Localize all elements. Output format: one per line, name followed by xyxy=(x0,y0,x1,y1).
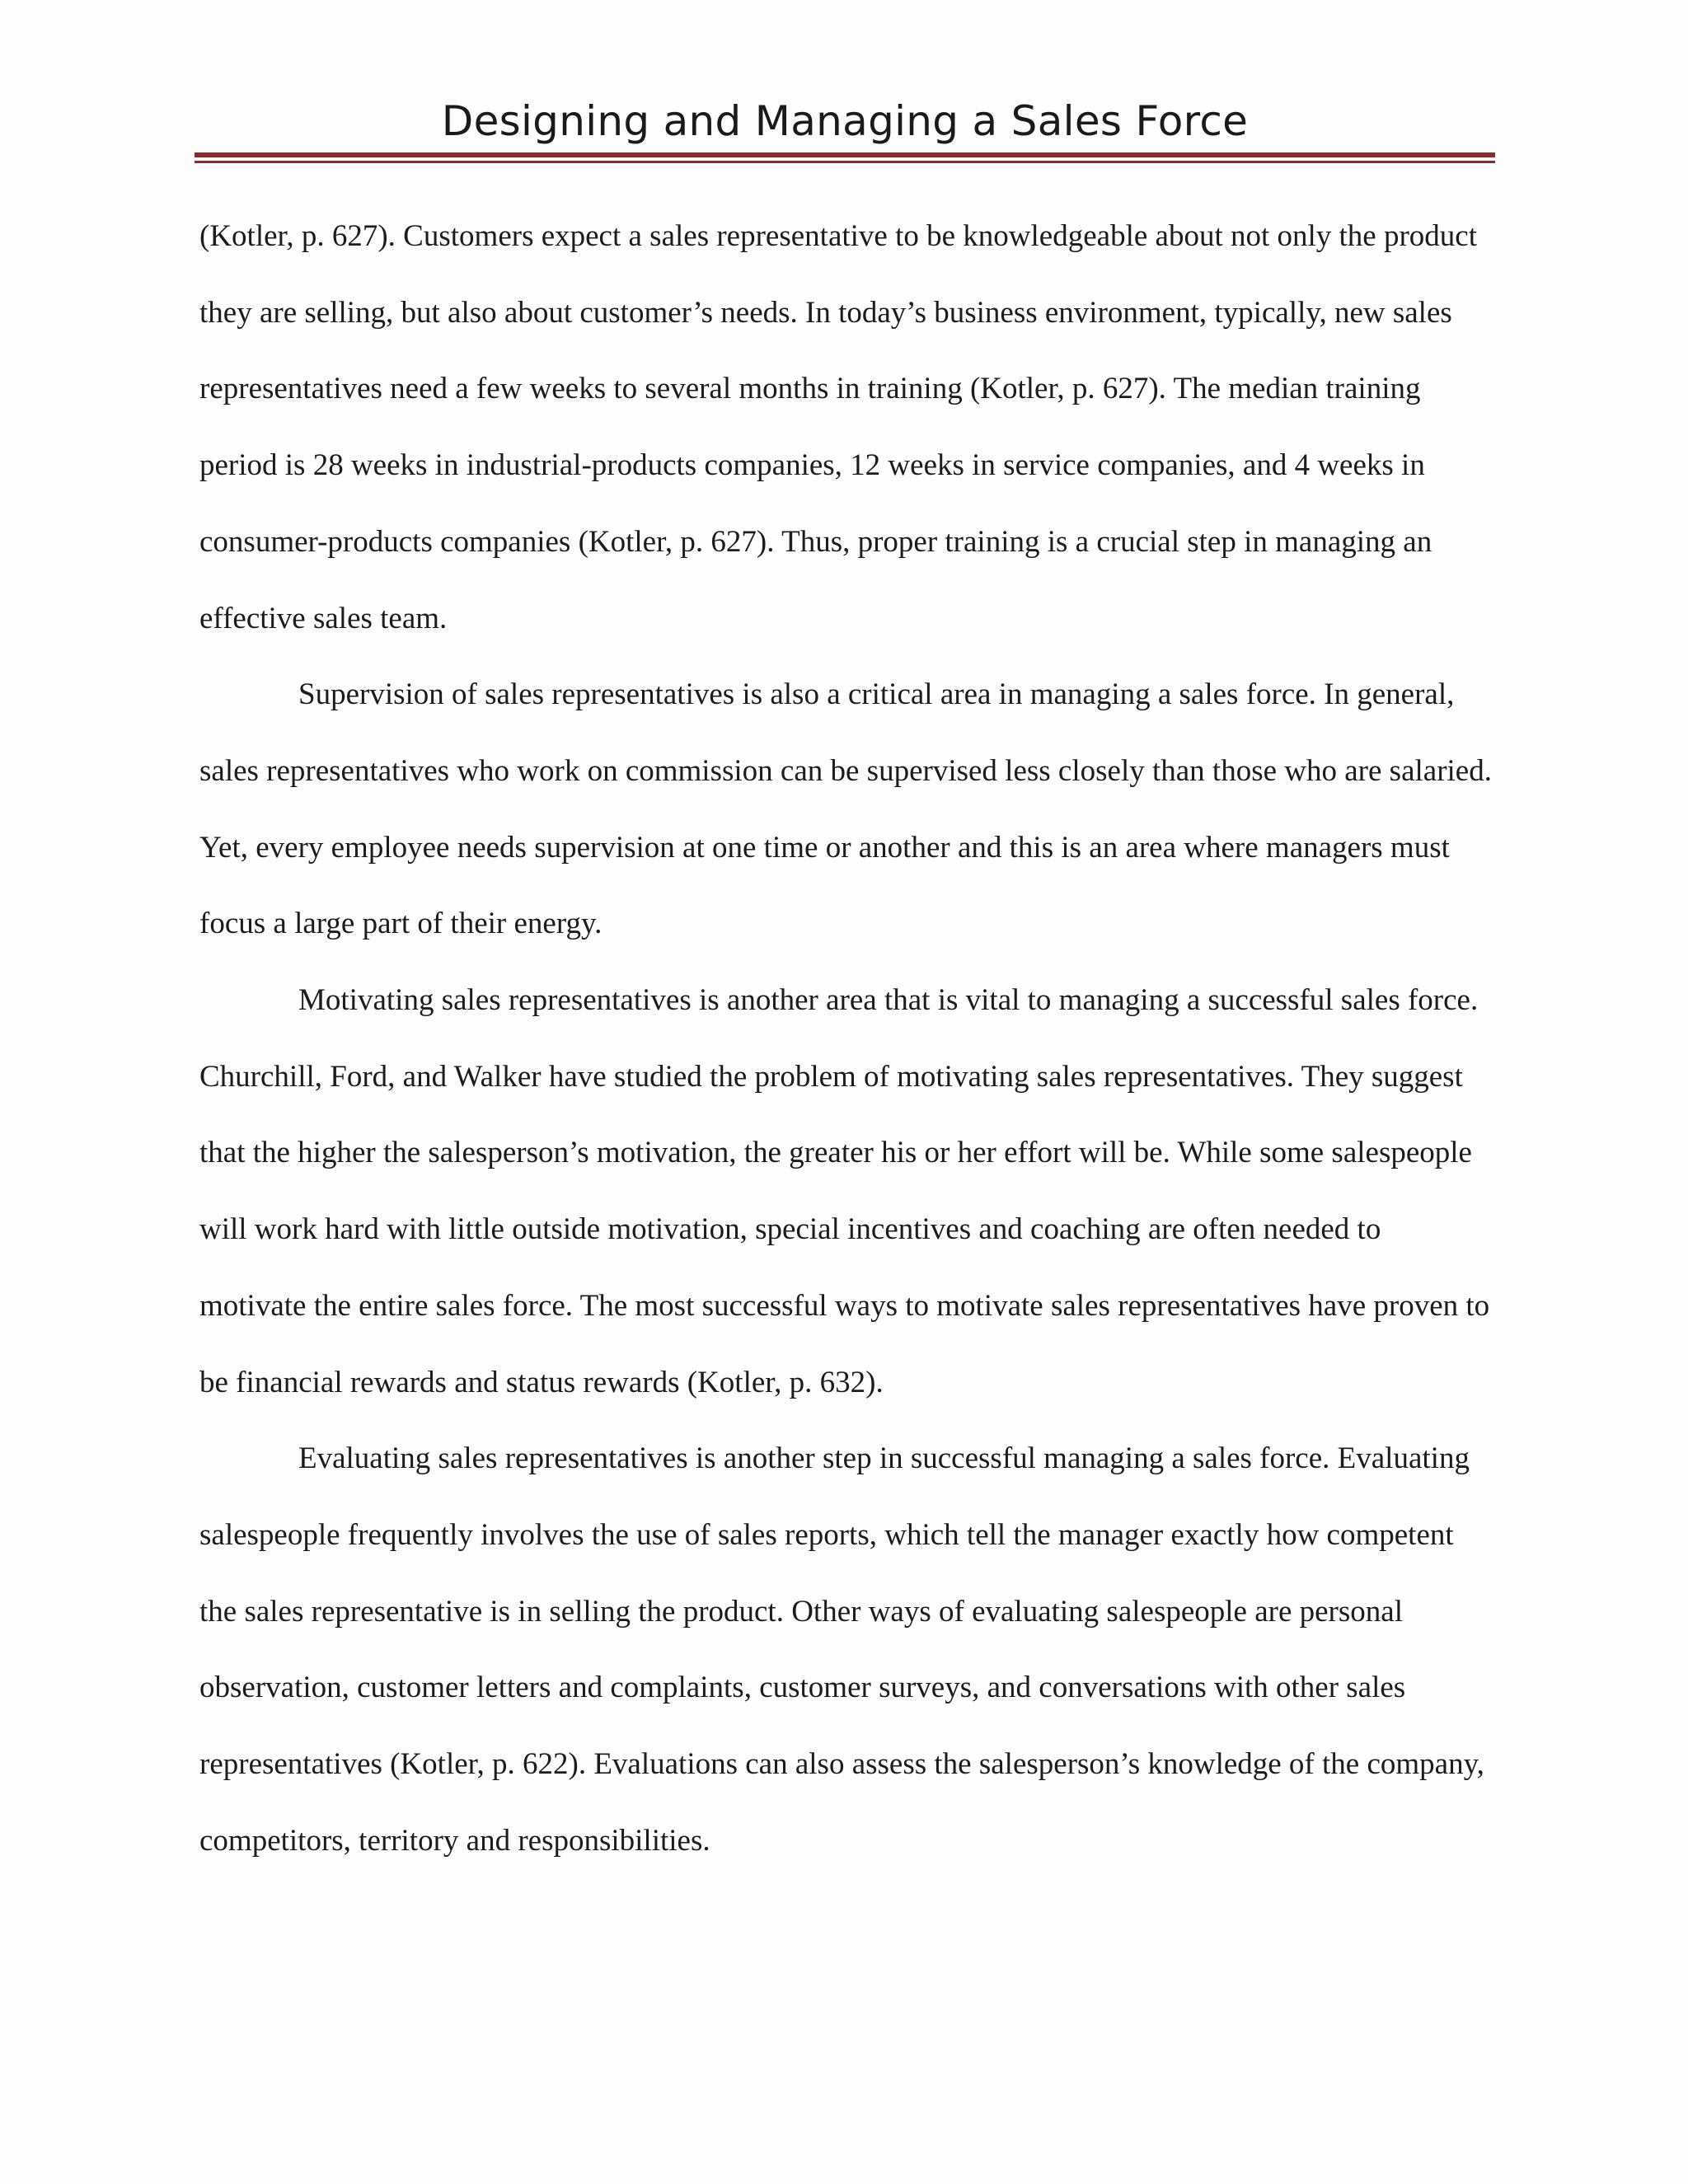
body-text xyxy=(199,199,1493,1879)
paragraph-evaluation: Evaluating sales representatives is another step in successful managing a sales force. Evaluating salespeople frequently involves the use of sales reports, which tell the manager exactly how competent the sales representative is in selling the product. Other ways of evaluating salespeople are personal observation, customer letters and complaints, customer surveys, and conversations with other sales representatives (Kotler, p. 622). Evaluations can also assess the salesperson’s knowledge of the company, competitors, territory and responsibilities. xyxy=(199,1441,1484,1858)
header-rule-thin xyxy=(195,161,1495,163)
running-header-title: Designing and Managing a Sales Force xyxy=(441,97,1249,145)
paragraph-training-continued: (Kotler, p. 627). Customers expect a sales representative to be knowledgeable about not only the product they are selling, but also about customer’s needs. In today’s business environment, typically, new sales representatives need a few weeks to several months in training (Kotler, p. 627). The median training period is 28 weeks in industrial-products companies, 12 weeks in service companies, and 4 weeks in consumer-products companies (Kotler, p. 627). Thus, proper training is a crucial step in managing an effective sales team. xyxy=(199,219,1478,635)
header-rule-thick xyxy=(195,152,1495,157)
paragraph-supervision: Supervision of sales representatives is also a critical area in managing a sales force. In general, sales representatives who work on commission can be supervised less closely than those who are salaried. Yet, every employee needs supervision at one time or another and this is an area where managers must focus a large part of their energy. xyxy=(199,677,1492,941)
paragraph-motivation: Motivating sales representatives is another area that is vital to managing a successful sales force. Churchill, Ford, and Walker have studied the problem of motivating sales representatives. They suggest that the higher the salesperson’s motivation, the greater his or her effort will be. While some salespeople will work hard with little outside motivation, special incentives and coaching are often needed to motivate the entire sales force. The most successful ways to motivate sales representatives have proven to be financial rewards and status rewards (Kotler, p. 632). xyxy=(199,983,1490,1399)
